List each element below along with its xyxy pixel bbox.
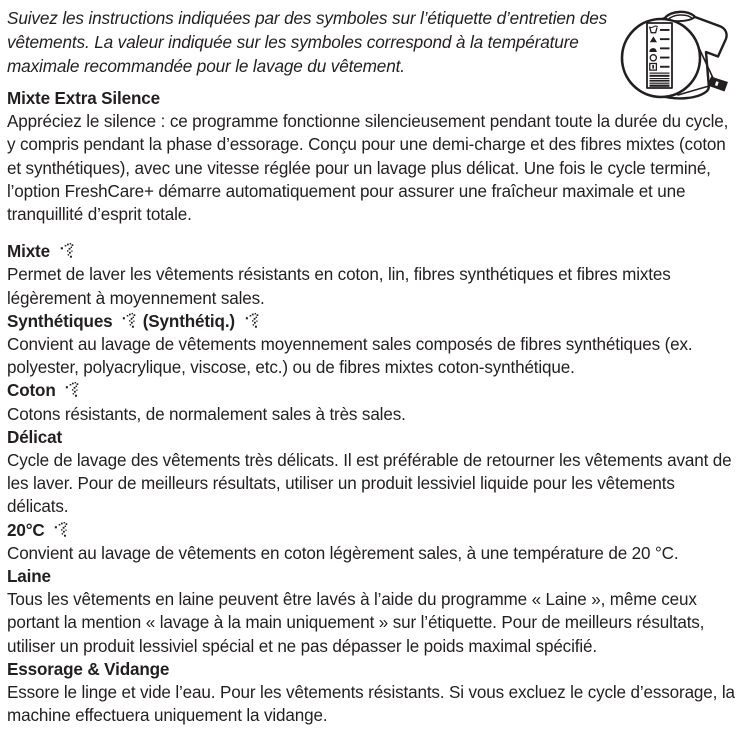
program-title-text: 20°C	[7, 520, 45, 540]
intro-block	[7, 6, 740, 78]
program-title	[7, 519, 740, 542]
program-description: Essore le linge et vide l’eau. Pour les vêtements résistants. Si vous excluez le cycle d’essorage, la machine effectuera uniquement la vidange.	[7, 683, 735, 726]
program-title-text: Essorage & Vidange	[7, 659, 170, 679]
program-description: Convient au lavage de vêtements en coton légèrement sales, à une température de 20 °C.	[7, 543, 679, 563]
program-description: Cycle de lavage des vêtements très délicats. Il est préférable de retourner les vêtements avant de les laver. Pour de meilleurs résultats, utiliser un produit lessiviel liquide pour les vêtements délicats.	[7, 451, 732, 517]
steam-spray-dots-icon	[122, 312, 138, 329]
program-description: Appréciez le silence : ce programme fonctionne silencieusement pendant toute la durée du cycle, y compris pendant la phase d’essorage. Conçu pour une demi-charge et des fibres mixtes (coton et synthétiques), avec une vitesse réglée pour un lavage plus délicat. Une fois le cycle terminé, l’option FreshCare+ démarre automatiquement pour assurer une fraîcheur maximale et une tranquillité d’esprit totale.	[7, 112, 729, 225]
steam-spray-dots-icon	[60, 242, 76, 259]
program-description: Tous les vêtements en laine peuvent être lavés à l’aide du programme « Laine », même ceux portant la mention « lavage à la main uniquement » sur l’étiquette. Pour de meilleurs résultats, utiliser un produit lessiviel spécial et ne pas dépasser le poids maximal spécifié.	[7, 590, 705, 656]
steam-spray-dots-icon	[65, 381, 81, 398]
program-section	[7, 519, 740, 565]
program-list	[7, 87, 740, 727]
program-description: Convient au lavage de vêtements moyennement sales composés de fibres synthétiques (ex. polyester, polyacrylique, viscose, etc.) ou de fibres mixtes coton-synthétique.	[7, 335, 693, 378]
program-title-text: Laine	[7, 567, 51, 587]
program-title-text: (Synthétiq.)	[142, 311, 235, 331]
program-title	[7, 565, 740, 588]
intro-text: Suivez les instructions indiquées par des symboles sur l’étiquette d’entretien des vêtements. La valeur indiquée sur les symboles correspond à la température maximale recommandée pour le lavage du vêtement.	[7, 8, 608, 76]
program-section	[7, 565, 740, 658]
steam-spray-dots-icon	[54, 521, 70, 538]
program-title	[7, 240, 740, 263]
program-section	[7, 379, 740, 425]
program-section	[7, 240, 740, 310]
program-title	[7, 658, 740, 681]
program-title-text: Mixte	[7, 242, 50, 262]
program-section	[7, 310, 740, 380]
program-section	[7, 426, 740, 519]
program-section	[7, 658, 740, 728]
program-title-text: Mixte Extra Silence	[7, 89, 160, 108]
program-title	[7, 310, 740, 333]
steam-spray-dots-icon	[245, 312, 261, 329]
program-description: Permet de laver les vêtements résistants en coton, lin, fibres synthétiques et fibres mixtes légèrement à moyennement sales.	[7, 265, 671, 308]
shirt-care-label-icon	[618, 6, 740, 101]
program-section	[7, 87, 740, 226]
program-description: Cotons résistants, de normalement sales à très sales.	[7, 404, 406, 424]
program-title-text: Coton	[7, 381, 56, 401]
program-title	[7, 379, 740, 402]
program-title-text: Délicat	[7, 427, 63, 447]
program-title	[7, 426, 740, 449]
program-title-text: Synthétiques	[7, 311, 113, 331]
shirt-care-label-icon-svg	[618, 6, 740, 101]
